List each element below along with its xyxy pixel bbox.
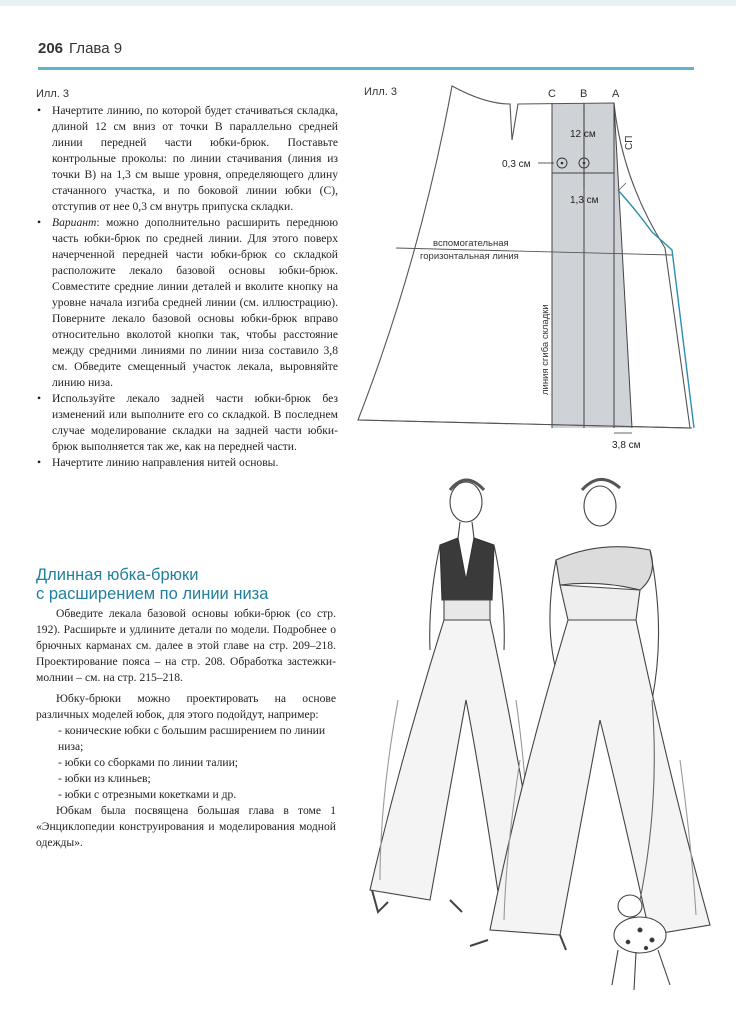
figure-right-bodice	[560, 585, 640, 620]
diagram-label: Илл. 3	[364, 86, 397, 98]
point-a-label: А	[612, 88, 620, 100]
point-c-label: С	[548, 88, 556, 100]
chapter-title: Глава 9	[69, 40, 123, 57]
list-item: - конические юбки с большим расширением по линии низа;	[58, 724, 326, 753]
figure-left-waistband	[444, 600, 490, 620]
list-item: - юбки из клиньев;	[58, 772, 151, 785]
section-title-line-1: Длинная юбка-брюки	[36, 566, 199, 584]
figure-left-halter-top	[440, 538, 494, 600]
page-number: 206	[38, 40, 64, 57]
dim-03-label: 0,3 см	[502, 159, 531, 170]
list-item: - юбки со сборками по линии талии;	[58, 756, 238, 769]
variant-label: Вариант	[52, 216, 97, 229]
dim-12-label: 12 см	[570, 129, 596, 140]
dog-spot	[638, 928, 642, 932]
paragraph: Юбку-брюки можно проектировать на основе различных моделей юбок, для этого подойдут, например:	[36, 692, 336, 721]
figure-left-beret	[450, 480, 484, 490]
section-title-line-2: с расширением по линии низа	[36, 585, 269, 603]
dog-spot	[650, 938, 654, 942]
list-item: - юбки с отрезными кокетками и др.	[58, 788, 237, 801]
figure-right-beret	[582, 479, 620, 490]
dog-spot	[626, 940, 630, 944]
dog-head	[618, 895, 642, 917]
dim-38-label: 3,8 см	[612, 440, 641, 451]
fold-line-label: линия сгиба складки	[540, 304, 551, 395]
figure-left-neck	[458, 522, 474, 538]
instruction-text: : можно дополнительно расширить переднюю часть юбки-брюк по средней линии. Для этого поверх начерченной передней части юбки-брюк со складкой расположите лекало базовой основы юбки-брюк. Совместите средние линии деталей и вколите кнопку на уровне начала изгиба средней линии (см. иллюстрацию). Поверните лекало базовой основы юбки-брюк вправо относительно вколотой кнопки так, чтобы расстояние между средними линиями по линии низа составило 3,8 см. Обведите смещенный участок лекала, выровняйте линию низа.	[52, 216, 338, 389]
figure-right-trousers	[490, 620, 710, 935]
figure-right-offshoulder-top	[556, 547, 652, 590]
instruction-text: Используйте лекало задней части юбки-брюк без изменений или выполните его со складкой. В последнем случае моделирование складки на задней части юбки-брюк выполняется так же, как на передней части.	[52, 392, 338, 453]
figure-left-head	[450, 482, 482, 522]
dog-legs	[612, 950, 670, 990]
dog-spot	[644, 946, 647, 949]
instruction-text: Начертите линию, по которой будет стачиваться складка, длиной 12 см вниз от точки В параллельно средней линии передней части юбки-брюк. Поставьте контрольные проколы: по линии стачивания (линия из точки В) на 1,3 см выше уровня, определяющего длину стачанного участка, и по боковой линии юбки (С), отступив от нее 0,3 см внутрь припуска складки.	[52, 104, 338, 213]
figure-right-head	[584, 486, 616, 526]
paragraph: Обведите лекала базовой основы юбки-брюк (со стр. 192). Расширьте и удлините детали по модели. Подробнее о брючных карманах см. далее в этой главе на стр. 209–218. Проектирование пояса – на стр. 208. Обработка застежки-молнии – см. на стр. 215–218.	[36, 607, 336, 684]
aux-line-label-2: горизонтальная линия	[420, 251, 519, 262]
paragraph: Юбкам была посвящена большая глава в томе 1 «Энциклопедии конструирования и моделирования модной одежды».	[36, 804, 336, 849]
dog-body	[614, 917, 666, 953]
dim-13-label: 1,3 см	[570, 195, 599, 206]
sp-label: СП	[624, 135, 635, 150]
aux-line-label-1: вспомогательная	[433, 238, 509, 249]
figure-right-shoes	[470, 935, 566, 950]
illustration-ref: Илл. 3	[36, 88, 69, 100]
instruction-text: Начертите линию направления нитей основы.	[52, 456, 279, 469]
point-b-label: В	[580, 88, 588, 100]
